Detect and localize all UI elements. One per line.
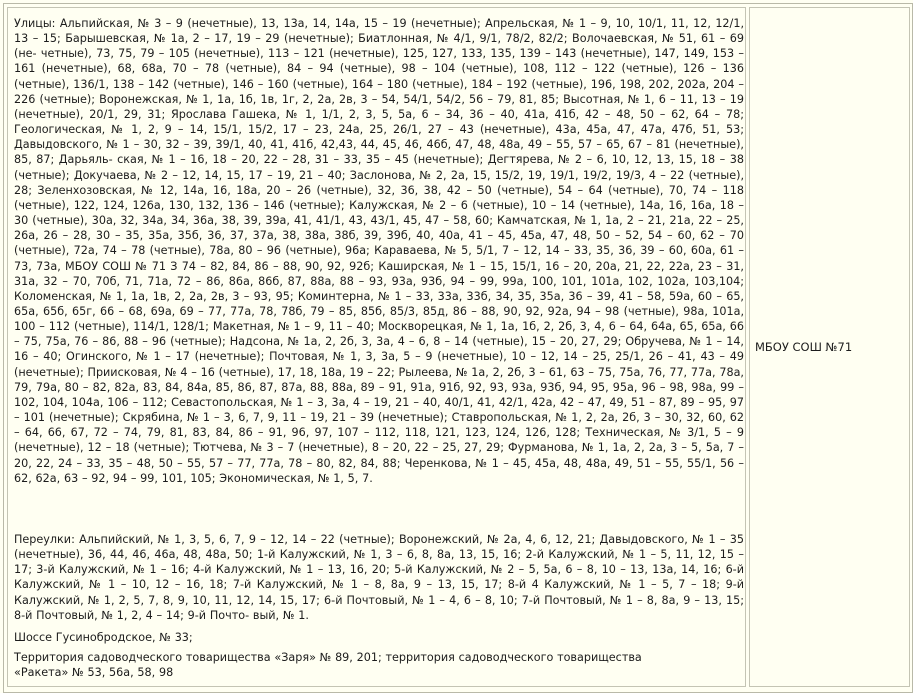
school-cell — [749, 7, 910, 687]
address-table — [3, 3, 913, 693]
lanes-paragraph: Переулки: Альпийский, № 1, 3, 5, 6, 7, 9 – 12, 14 – 22 (четные); Воронежский, № 2а, 4, 6, 12, 21; Давыдовского, № 1 – 35 (нечетные), 36, 44, 46, 46а, 48, 48а, 50; 1-й Калужский, № 1, 3 – 6, 8, 8а, 13, 15, 16; 2-й Калужский, № 1 – 5, 11, 12, 15 – 17; 3-й Калужский, № 1 – 16; 4-й Калужский, № 1 – 13, 16, 20; 5-й Калужский, № 2 – 5, 5а, 6 – 8, 10 – 13, 13а, 14, 16; 6-й Калужский, № 1 – 10, 12 – 16, 18; 7-й Калужский, № 1 – 8, 8а, 9 – 13, 15, 17; 8-й 4 Калужский, № 1 – 5, 7 – 18; 9-й Калужский, № 1, 2, 5, 7, 8, 9, 10, 11, 12, 14, 15, 17; 6-й Почтовый, № 1 – 4, 6 – 8, 10; 7-й Почтовый, № 1 – 8, 8а, 9 – 13, 15; 8-й Почтовый, № 1, 2, 4 – 14; 9-й Почто- вый, № 1. — [14, 533, 744, 622]
territory-paragraph: Территория садоводческого товарищества «Заря» № 89, 201; территория садоводческого товарищества «Ракета» № 53, 56а, 58, 98 — [14, 651, 642, 680]
school-label: МБОУ СОШ №71 — [755, 340, 853, 354]
streets-paragraph: Улицы: Альпийская, № 3 – 9 (нечетные), 13, 13а, 14, 14а, 15 – 19 (нечетные); Апрельская, № 1 – 9, 10, 10/1, 11, 12, 12/1, 13 – 15; Барышевская, № 1а, 2 – 17, 19 – 29 (нечетные); Биатлонная, № 4/1, 9/1, 78/2, 82/2; Волочаевская, № 51, 61 – 69 (не- четные), 73, 75, 79 – 105 (нечетные), 113 – 121 (нечетные), 125, 127, 133, 135, 139 – 143 (нечетные), 147, 149, 153 – 161 (нечетные), 68, 68а, 70 – 78 (четные), 84 – 94 (четные), 98 – 104 (четные), 108, 112 – 122 (четные), 126 – 136 (четные), 136/1, 138 – 142 (четные), 146 – 160 (четные), 164 – 180 (четные), 184 – 192 (четные), 196, 198, 202, 202а, 204 – 226 (четные); Воронежская, № 1, 1а, 1б, 1в, 1г, 2, 2а, 2в, 3 – 54, 54/1, 54/2, 56 – 79, 81, 85; Высотная, № 1, 6 – 11, 13 – 19 (нечетные), 20/1, 29, 31; Ярослава Гашека, № 1, 1/1, 2, 3, 5, 5а, 6 – 34, 36 – 40, 41а, 41б, 42 – 48, 50 – 62, 64 – 78; Геологическая, № 1, 2, 9 – 14, 15/1, 15/2, 17 – 23, 24а, 25, 26/1, 27 – 43 (нечетные), 43а, 45а, 47, 47а, 47б, 51, 53; Давыдовского, № 1 – 30, 32 – 39, 39/1, 40, 41, 41б, 42,43, 44, 45, 46, 46б, 47, 48, 48а, 49 – 55, 57 – 65, 67 – 81 (нечетные), 85, 87; Дарьяль- ская, № 1 – 16, 18 – 20, 22 – 28, 31 – 33, 35 – 45 (нечетные); Дегтярева, № 2 – 6, 10, 12, 13, 15, 18 – 38 (четные); Докучаева, № 2 – 12, 14, 15, 17 – 19, 21 – 40; Заслонова, № 2, 2а, 15, 15/2, 19, 19/1, 19/2, 19/3, 4 – 22 (четные), 28; Зеленхозовская, № 12, 14а, 16, 18а, 20 – 26 (четные), 32, 36, 38, 42 – 50 (четные), 54 – 64 (четные), 70, 74 – 118 (четные), 122, 124, 126а, 130, 132, 136 – 146 (четные); Калужская, № 2 – 6 (четные), 10 – 14 (четные), 14а, 16, 16а, 18 – 30 (четные), 30а, 32, 34а, 34, 36а, 38, 39, 39а, 41, 41/1, 43, 43/1, 45, 47 – 58, 60; Камчатская, № 1, 1а, 2 – 21, 21а, 22 – 25, 26а, 26 – 28, 30 – 35, 35а, 35б, 36, 37, 37а, 38, 38а, 38б, 39, 39б, 40, 40а, 41 – 45, 45а, 47, 48, 50 – 52, 54 – 60, 62 – 70 (четные), 72а, 74 – 78 (четные), 78а, 80 – 96 (четные), 96а; Караваева, № 5, 5/1, 7 – 12, 14 – 33, 35, 36, 39 – 60, 60а, 61 – 73, 73а, МБОУ СОШ № 71 З 74 – 82, 84, 86 – 88, 90, 92, 92б; Каширская, № 1 – 15, 15/1, 16 – 20, 20а, 21, 22, 22а, 23 – 31, 31а, 32 – 70, 70б, 71, 71а, 72 – 86, 86а, 86б, 87, 88а, 88 – 93, 93а, 93б, 94 – 99, 99а, 100, 101, 101а, 102, 102а, 103,104; Коломенская, № 1, 1а, 1в, 2, 2а, 2в, 3 – 93, 95; Коминтерна, № 1 – 33, 33а, 33б, 34, 35, 35а, 36 – 39, 41 – 58, 59а, 60 – 65, 65а, 65б, 65г, 66 – 68, 69а, 69 – 77, 77а, 78, 78б, 79 – 85, 85б, 85/3, 85д, 86 – 88, 90, 92, 92а, 94 – 98 (четные), 98а, 101а, 100 – 112 (четные), 114/1, 128/1; Макетная, № 1 – 9, 11 – 40; Москворецкая, № 1, 1а, 1б, 2, 2б, 3, 4, 6 – 64, 64а, 65, 65а, 66 – 75, 75а, 76 – 86, 88 – 96 (четные); Надсона, № 1а, 2, 2б, 3, 3а, 4 – 6, 8 – 14 (четные), 15 – 20, 27, 29; Обручева, № 1 – 14, 16 – 40; Огинского, № 1 – 17 (нечетные); Почтовая, № 1, 3, 3а, 5 – 9 (нечетные), 10 – 12, 14 – 25, 25/1, 26 – 41, 43 – 49 (нечетные); Приисковая, № 4 – 16 (четные), 17, 18, 18а, 19 – 22; Рылеева, № 1а, 2, 2б, 3 – 61, 63 – 75, 75а, 76, 77, 77а, 78а, 79, 79а, 80 – 82, 82а, 83, 84, 84а, 85, 86, 87, 87а, 88, 88а, 89 – 91, 91а, 91б, 92, 93, 93а, 93б, 94, 95, 95а, 96 – 98, 98а, 99 – 102, 104, 104а, 106 – 112; Севастопольская, № 1 – 3, 3а, 4 – 19, 21 – 40, 40/1, 41, 42/1, 42а, 42 – 47, 49, 51 – 87, 89 – 95, 97 – 101 (нечетные); Скрябина, № 1 – 3, 6, 7, 9, 11 – 19, 21 – 39 (нечетные); Ставропольская, № 1, 2, 2а, 2б, 3 – 30, 32, 60, 62 – 64, 66, 67, 72 – 74, 79, 81, 83, 84, 86 – 91, 96, 97, 107 – 112, 118, 121, 123, 124, 126, 128; Техническая, № 3/1, 5 – 9 (нечетные), 12 – 18 (четные); Тютчева, № 3 – 7 (нечетные), 8 – 20, 22 – 25, 27, 29; Фурманова, № 1, 1а, 2, 2а, 3 – 5, 5а, 7 – 20, 22, 24 – 33, 35 – 48, 50 – 55, 57 – 77, 77а, 78 – 80, 82, 84, 88; Черенкова, № 1 – 45, 45а, 48, 48а, 49, 51 – 55, 55/1, 56 – 62, 62а, 63 – 92, 94 – 99, 101, 105; Экономическая, № 1, 5, 7. — [14, 17, 744, 485]
addresses-cell — [7, 7, 746, 687]
highway-paragraph: Шоссе Гусинобродское, № 33; — [14, 631, 193, 644]
